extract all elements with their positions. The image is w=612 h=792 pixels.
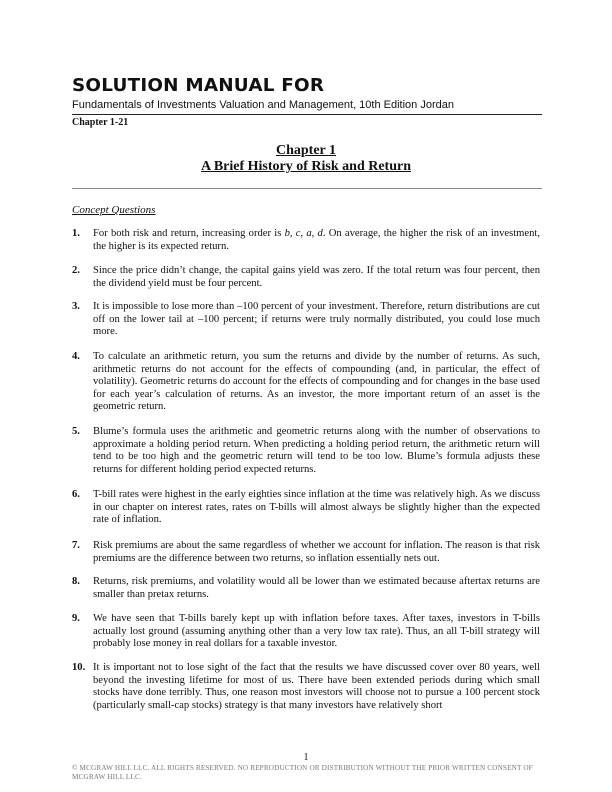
question-item [72, 576, 540, 601]
section-label: Concept Questions [72, 204, 156, 216]
question-answer: T-bill rates were highest in the early eighties since inflation at the time was relatively high. As we discuss in our chapter on interest rates, rates on T-bills will almost always be slightly higher than the expected rate of inflation. [93, 489, 540, 526]
manual-title: SOLUTION MANUAL FOR [72, 75, 325, 96]
question-answer: To calculate an arithmetic return, you sum the returns and divide by the number of returns. As such, arithmetic returns do not account for the effects of compounding (and, in particular, the effect of volatility). Geometric returns do account for the effects of compounding and for changes in the base used for each year’s calculation of returns. As an investor, the more important return of an asset is the geometric return. [93, 351, 540, 413]
question-number: 5. [72, 426, 80, 437]
question-number: 8. [72, 576, 80, 587]
question-item [72, 489, 540, 527]
question-number: 7. [72, 540, 80, 551]
question-number: 2. [72, 265, 80, 276]
question-number: 1. [72, 228, 80, 239]
question-item [72, 540, 540, 565]
question-answer: It is important not to lose sight of the fact that the results we have discussed cover over 80 years, well beyond the investing lifetime for most of us. There have been extended periods during which small stocks have done terribly. Thus, one reason most investors will choose not to pursue a 100 percent stock (particularly small-cap stocks) strategy is that many investors have relatively short [93, 662, 540, 711]
question-item [72, 301, 540, 339]
chapter-heading: Chapter 1 [275, 143, 337, 158]
question-answer: For both risk and return, increasing order is b, c, a, d. On average, the higher the risk of an investment, the higher is its expected return. [93, 228, 540, 252]
question-number: 10. [72, 662, 86, 673]
copyright-footer: © MCGRAW HILL LLC. ALL RIGHTS RESERVED. NO REPRODUCTION OR DISTRIBUTION WITHOUT THE PRIOR WRITTEN CONSENT OF MCGRAW HILL LLC. [72, 764, 533, 781]
question-number: 6. [72, 489, 80, 500]
question-item [72, 426, 540, 476]
question-answer: Risk premiums are about the same regardless of whether we account for inflation. The reason is that risk premiums are the difference between two returns, so inflation essentially nets out. [93, 540, 540, 564]
chapter-title: A Brief History of Risk and Return [201, 159, 411, 174]
question-number: 9. [72, 613, 80, 624]
header-rule [72, 114, 542, 115]
question-item [72, 613, 540, 651]
question-answer: It is impossible to lose more than –100 percent of your investment. Therefore, return distributions are cut off on the lower tail at –100 percent; if returns were truly normally distributed, you could lose much more. [93, 301, 540, 338]
question-item [72, 265, 540, 290]
question-answer: We have seen that T-bills barely kept up with inflation before taxes. After taxes, investors in T-bills actually lost ground (assuming anything other than a very low tax rate). Thus, an all T-bill strategy will probably lose money in real dollars for a taxable investor. [93, 613, 540, 650]
question-answer: Returns, risk premiums, and volatility would all be lower than we estimated because aftertax returns are smaller than pretax returns. [93, 576, 540, 600]
question-item [72, 351, 540, 414]
section-divider [72, 188, 542, 189]
question-number: 3. [72, 301, 80, 312]
question-number: 4. [72, 351, 80, 362]
chapter-reference: Chapter 1-21 [72, 117, 129, 128]
question-item [72, 228, 540, 253]
question-answer: Since the price didn’t change, the capital gains yield was zero. If the total return was four percent, then the dividend yield must be four percent. [93, 265, 540, 289]
page-number: 1 [303, 752, 309, 763]
book-subtitle: Fundamentals of Investments Valuation and Management, 10th Edition Jordan [72, 99, 454, 111]
question-answer: Blume’s formula uses the arithmetic and geometric returns along with the number of observations to approximate a holding period return. When predicting a holding period return, the arithmetic return will tend to be too high and the geometric return will tend to be too low. Blume’s formula adjusts these returns for different holding period expected returns. [93, 426, 540, 475]
question-item [72, 662, 540, 712]
